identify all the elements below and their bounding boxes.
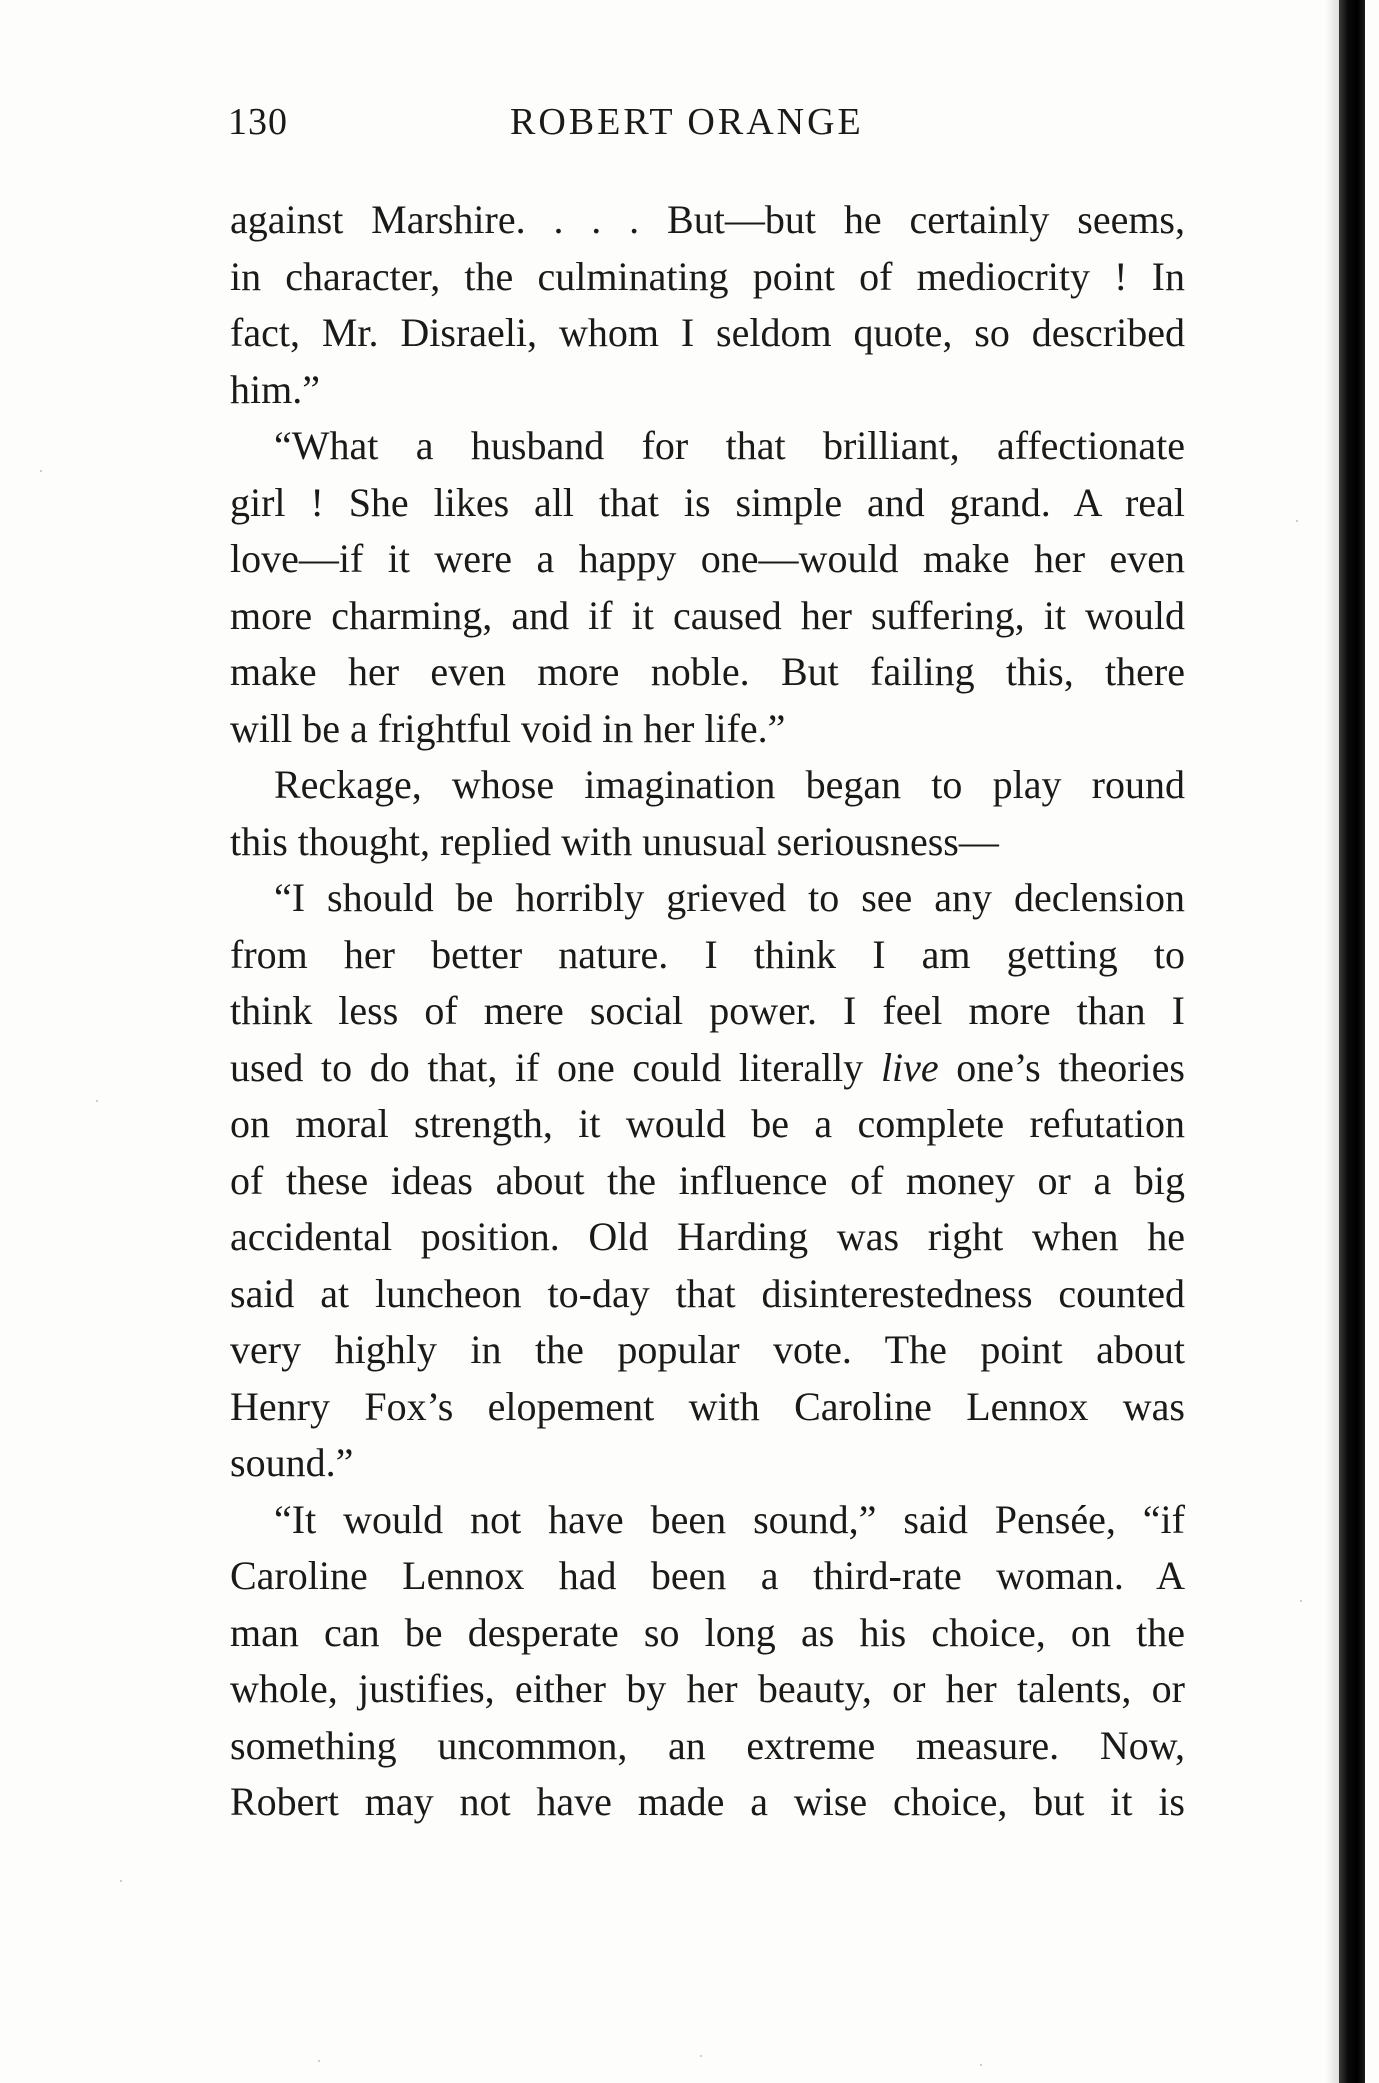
text-line: fact, Mr. Disraeli, whom I seldom quote, so described <box>230 310 1185 355</box>
text-line: make her even more noble. But failing this, there <box>230 649 1185 694</box>
text-line: against Marshire. . . . But—but he certainly seems, <box>230 197 1185 242</box>
text-line: man can be desperate so long as his choice, on the <box>230 1609 1185 1655</box>
text-segment: used to do that, if one could literally <box>230 1044 881 1090</box>
running-title: ROBERT ORANGE <box>510 101 864 143</box>
text-line: something uncommon, an extreme measure. Now, <box>230 1722 1185 1768</box>
text-line: said at luncheon to-day that disinterestedness counted <box>230 1270 1185 1316</box>
text-line: Reckage, whose imagination began to play round <box>274 762 1185 807</box>
text-segment: one’s theories <box>938 1044 1185 1090</box>
text-line: of these ideas about the influence of money or a big <box>230 1157 1185 1203</box>
text-line: girl ! She likes all that is simple and grand. A real <box>230 479 1185 525</box>
paper-speck <box>700 2055 702 2057</box>
text-line: very highly in the popular vote. The point about <box>230 1327 1185 1372</box>
text-line: “What a husband for that brilliant, affectionate <box>274 423 1185 468</box>
text-line: love—if it were a happy one—would make her even <box>230 536 1185 581</box>
running-head <box>228 100 888 150</box>
text-line: him.” <box>230 366 320 412</box>
text-line: think less of mere social power. I feel more than I <box>230 988 1185 1033</box>
page-number: 130 <box>228 101 288 143</box>
paper-speck <box>1300 1600 1302 1602</box>
text-line: Henry Fox’s elopement with Caroline Lennox was <box>230 1383 1185 1429</box>
italic-word: live <box>880 1044 939 1090</box>
text-line: Robert may not have made a wise choice, but it is <box>230 1779 1185 1824</box>
text-line: this thought, replied with unusual seriousness— <box>230 818 999 864</box>
text-line: will be a frightful void in her life.” <box>230 705 786 751</box>
binding-edge <box>1339 0 1365 2083</box>
text-line: accidental position. Old Harding was right when he <box>230 1214 1185 1259</box>
paper-speck <box>40 470 42 472</box>
text-line: “I should be horribly grieved to see any declension <box>274 875 1185 920</box>
paper-speck <box>1296 520 1298 522</box>
paper-speck <box>318 2060 320 2062</box>
text-line: Caroline Lennox had been a third-rate woman. A <box>230 1553 1185 1598</box>
text-line: sound.” <box>230 1440 354 1485</box>
text-line: more charming, and if it caused her suffering, it would <box>230 592 1185 638</box>
text-line: from her better nature. I think I am getting to <box>230 931 1185 977</box>
text-line <box>230 1040 1185 1097</box>
text-line: in character, the culminating point of mediocrity ! In <box>230 253 1185 299</box>
paper-speck <box>96 1100 98 1102</box>
paper-speck <box>120 1880 122 1882</box>
text-line: “It would not have been sound,” said Pensée, “if <box>274 1496 1185 1542</box>
paper-speck <box>980 2064 982 2066</box>
text-line: whole, justifies, either by her beauty, or her talents, or <box>230 1666 1185 1711</box>
text-line: on moral strength, it would be a complete refutation <box>230 1101 1185 1146</box>
binding-shadow <box>1325 0 1339 2083</box>
body-text <box>230 192 1185 1831</box>
